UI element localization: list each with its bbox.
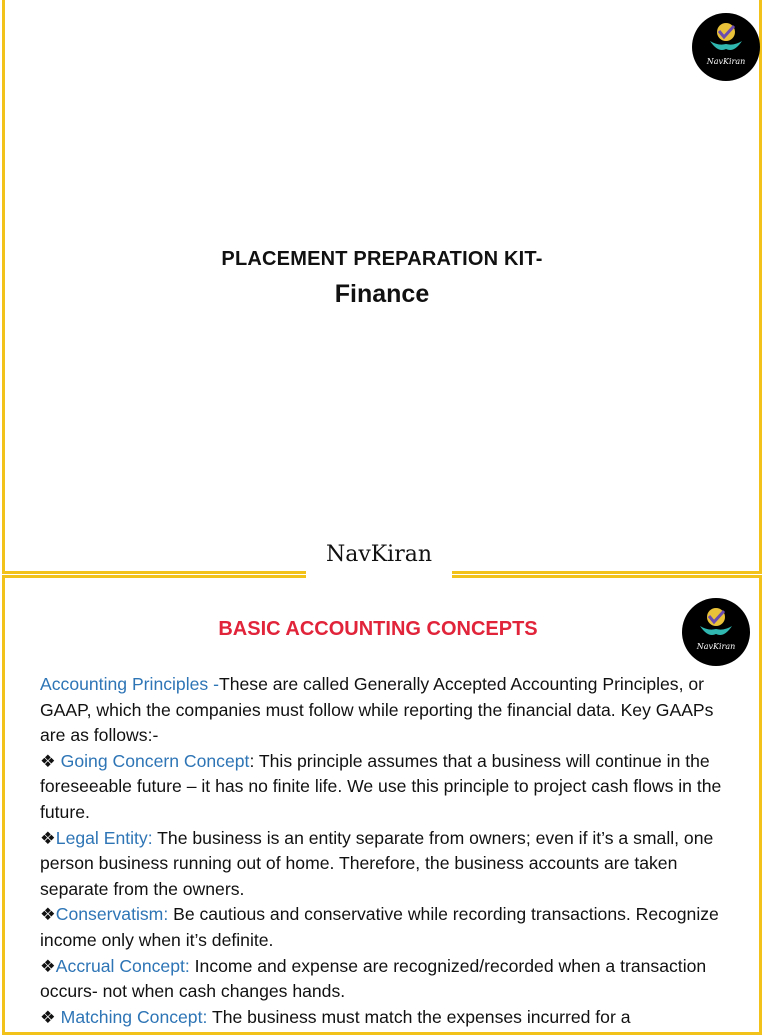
concept-term: Legal Entity:: [55, 827, 153, 848]
logo-text: NavKiran: [696, 642, 736, 651]
concept-term: Matching Concept:: [60, 1006, 208, 1027]
cover-slide: [2, 0, 762, 574]
concept-item: [40, 1005, 730, 1031]
navkiran-logo: [692, 13, 760, 81]
logo-text: NavKiran: [706, 57, 746, 66]
hands-globe-icon: [706, 19, 746, 59]
author-name: NavKiran: [306, 539, 452, 581]
diamond-bullet-icon: ❖: [40, 750, 56, 771]
intro-term: Accounting Principles -: [40, 674, 219, 694]
concept-item: [40, 954, 730, 1005]
concept-text: The business is an entity separate from owners; even if it’s a small, one person business running out of home. Therefore, the business accounts are taken separate from the owners.: [40, 827, 714, 899]
concepts-body: [40, 672, 730, 1030]
concept-text: Be cautious and conservative while recording transactions. Recognize income only when it’s definite.: [40, 904, 719, 950]
concept-text: : This principle assumes that a business will continue in the foreseeable future – it has no finite life. We use this principle to project cash flows in the future.: [40, 750, 722, 822]
diamond-bullet-icon: ❖: [40, 955, 56, 976]
intro-text: These are called Generally Accepted Accounting Principles, or GAAP, which the companies must follow while reporting the financial data. Key GAAPs are as follows:-: [40, 674, 714, 746]
section-heading: BASIC ACCOUNTING CONCEPTS: [218, 618, 538, 640]
concept-item: [40, 902, 730, 953]
concept-item: [40, 749, 730, 826]
intro-paragraph: [40, 672, 730, 749]
subject-title: Finance: [334, 280, 430, 308]
concept-term: Conservatism:: [55, 904, 169, 925]
concepts-slide: [2, 575, 762, 1035]
concept-item: [40, 826, 730, 903]
diamond-bullet-icon: ❖: [40, 904, 56, 925]
concept-text: Income and expense are recognized/recorded when a transaction occurs- not when cash changes hands.: [40, 955, 707, 1002]
diamond-bullet-icon: ❖: [40, 1006, 56, 1027]
concept-term: Going Concern Concept: [60, 750, 250, 771]
concept-term: Accrual Concept:: [55, 955, 190, 976]
diamond-bullet-icon: ❖: [40, 827, 56, 848]
kit-title: PLACEMENT PREPARATION KIT-: [221, 248, 543, 270]
concept-text: The business must match the expenses incurred for a: [207, 1006, 631, 1027]
